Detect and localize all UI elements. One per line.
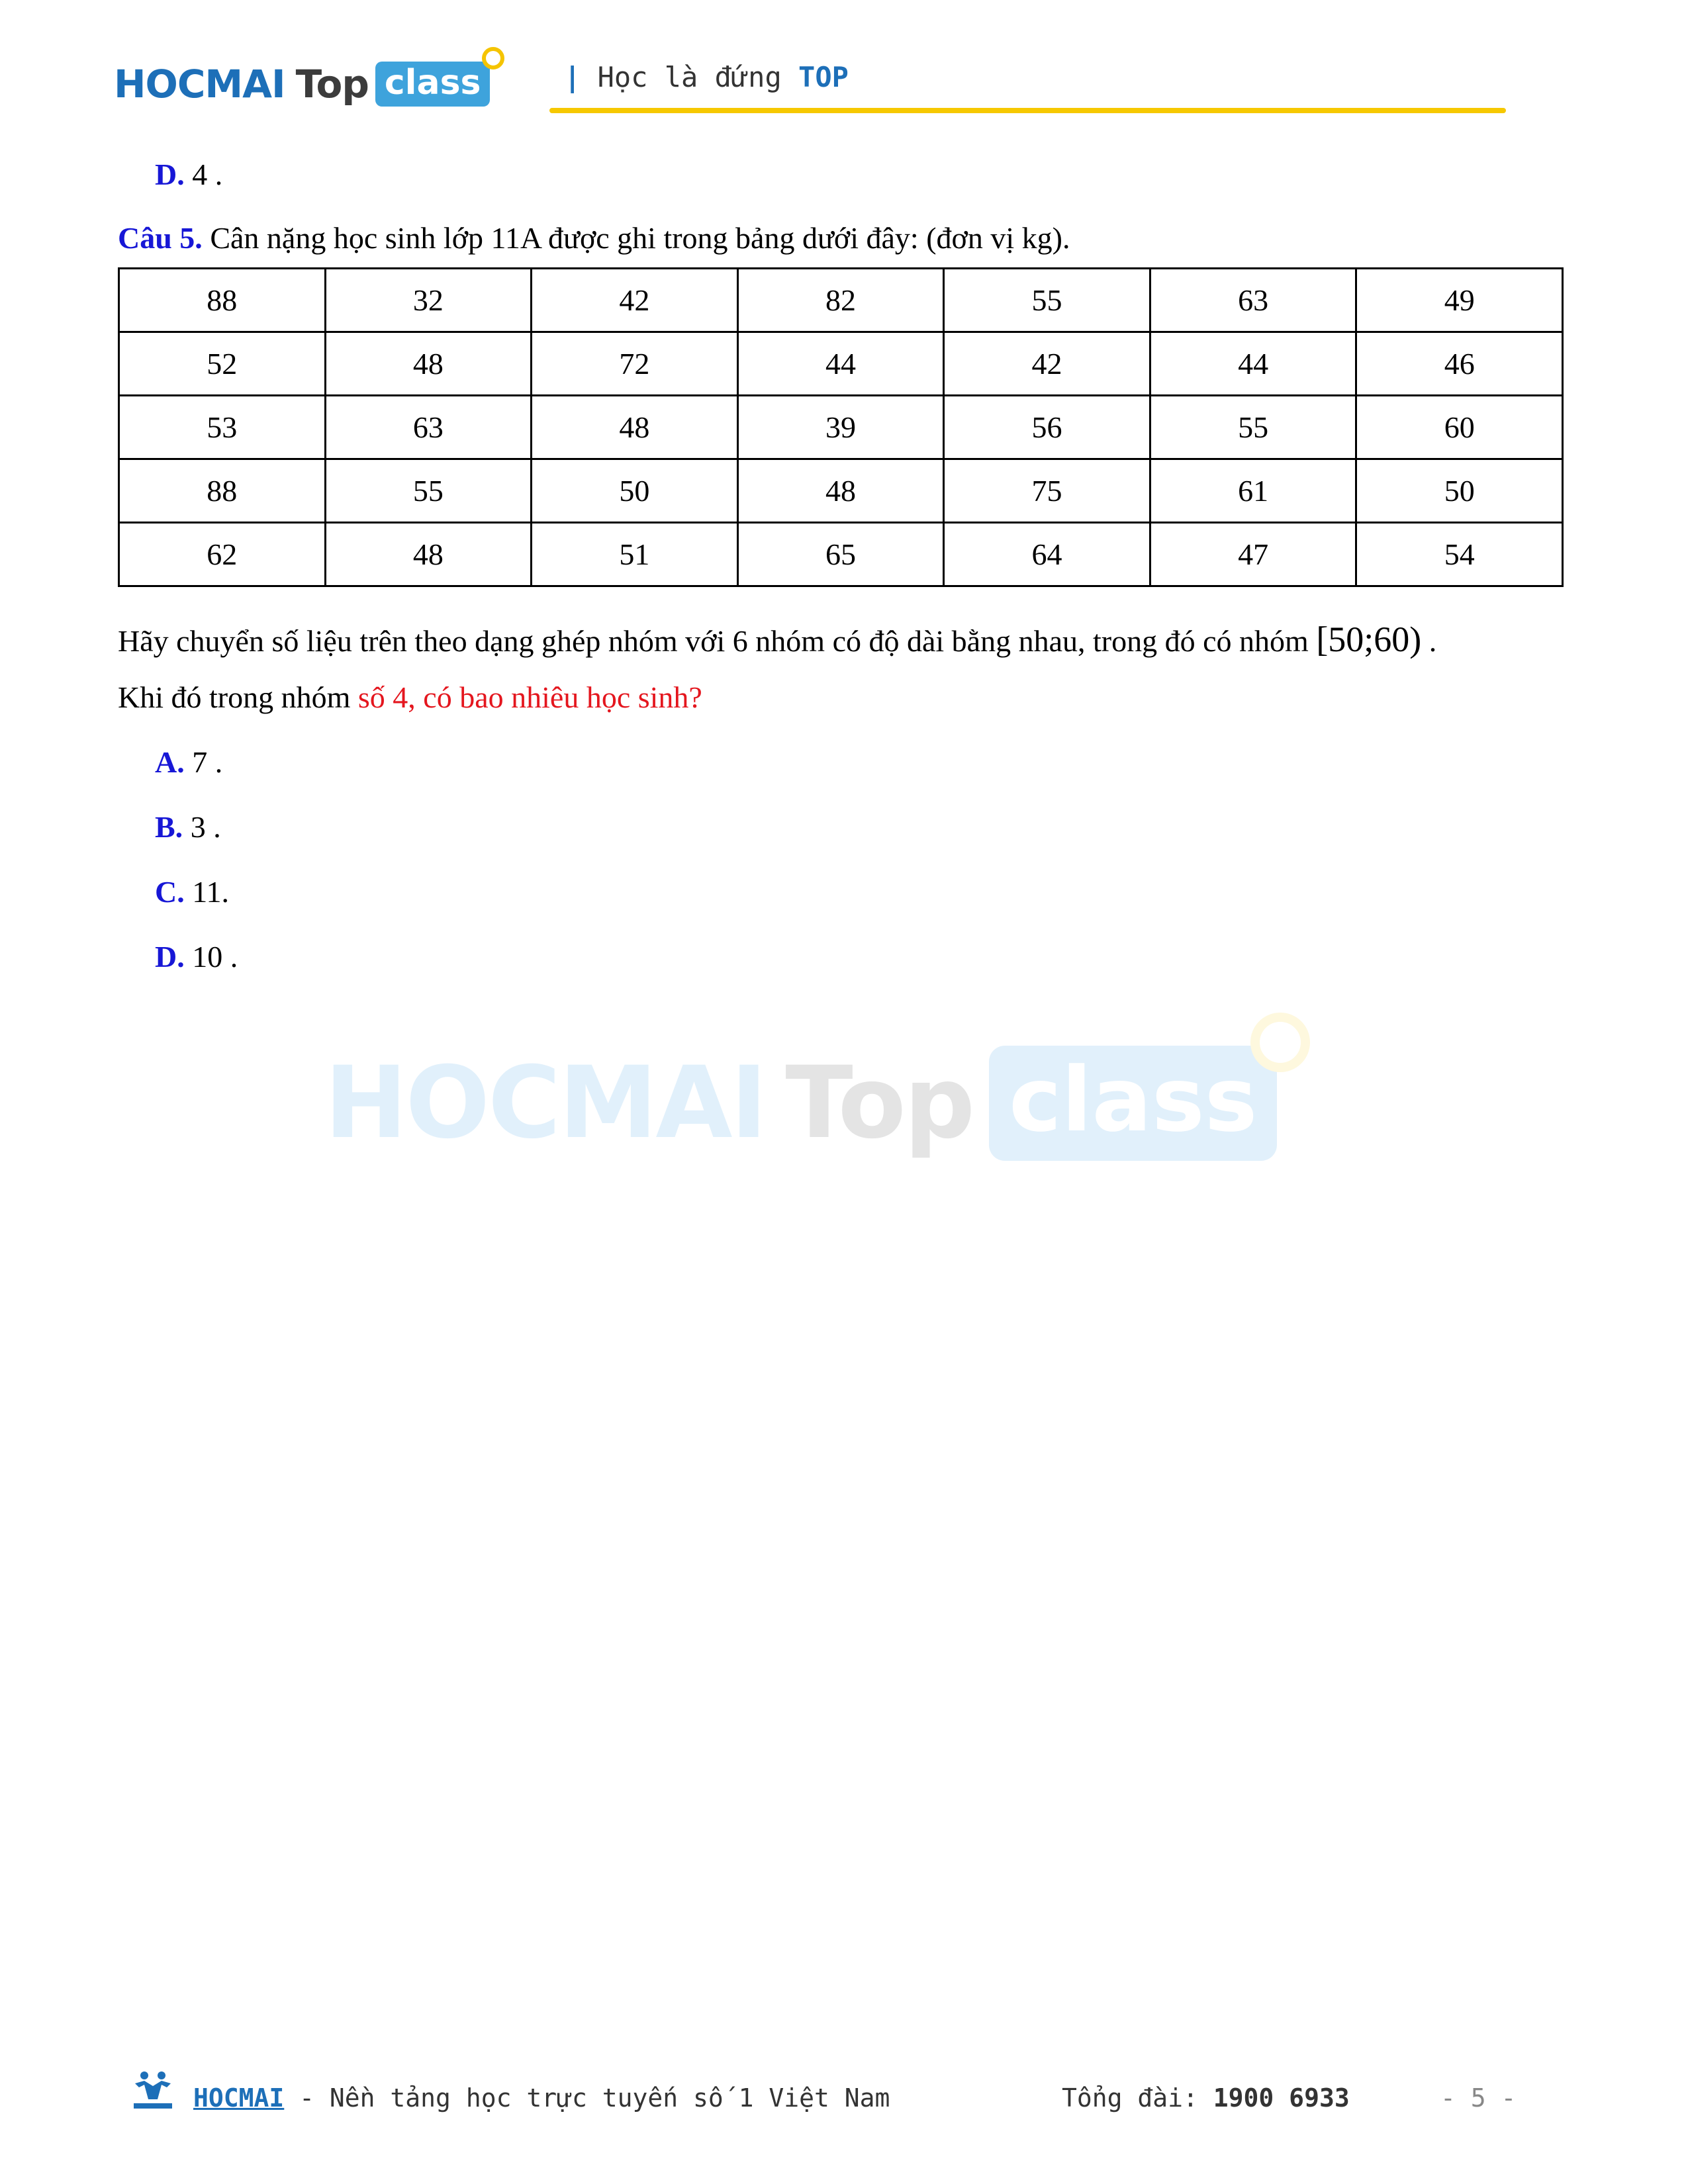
logo-hocmai-text: HOCMAI [114,62,285,107]
logo-top-text: Top [295,62,369,107]
prev-option-text: 4 . [192,158,223,191]
table-row [119,459,1563,523]
option-b [155,809,221,846]
footer-brand-link[interactable]: HOCMAI [193,2083,285,2113]
table-cell: 52 [119,332,326,396]
table-cell: 55 [944,269,1150,332]
instruction-end: . [1429,624,1437,658]
interval-notation: [50;60) [1316,619,1422,659]
instruction-text: Hãy chuyển số liệu trên theo dạng ghép nhóm với 6 nhóm có độ dài bằng nhau, trong đó có nhóm [118,624,1309,658]
page-number: - 5 - [1440,2083,1517,2113]
question-label: Câu 5. [118,221,203,255]
table-cell: 64 [944,523,1150,586]
table-cell: 88 [119,459,326,523]
table-cell: 65 [737,523,944,586]
table-cell: 48 [325,523,532,586]
weight-table [118,267,1564,587]
question-instruction [118,621,1436,660]
tagline-top: TOP [798,61,849,93]
option-text: 11. [192,875,230,909]
footer-slogan: - Nền tảng học trực tuyến số 1 Việt Nam [284,2083,890,2113]
table-cell: 56 [944,396,1150,459]
option-letter: A. [155,745,185,779]
table-cell: 54 [1356,523,1563,586]
table-cell: 72 [532,332,738,396]
question-followup [118,679,702,716]
hotline-number: 1900 6933 [1213,2083,1350,2113]
table-row [119,269,1563,332]
table-row [119,332,1563,396]
watermark-class: class [1009,1048,1258,1152]
watermark-top: Top [785,1046,974,1161]
hocmai-footer-icon [131,2070,175,2111]
logo-class-badge [375,62,491,107]
table-cell: 62 [119,523,326,586]
hotline-label: Tổng đài: [1062,2083,1198,2113]
table-row [119,523,1563,586]
table-cell: 75 [944,459,1150,523]
table-cell: 63 [1150,269,1356,332]
header-tagline [564,61,849,93]
table-cell: 32 [325,269,532,332]
table-cell: 49 [1356,269,1563,332]
watermark-logo [324,1046,1277,1161]
watermark-star-icon [1250,1013,1310,1072]
logo-class-text: class [384,63,481,103]
option-c [155,874,229,911]
prev-option-d [155,156,222,193]
table-row [119,396,1563,459]
table-cell: 42 [532,269,738,332]
table-cell: 55 [325,459,532,523]
option-text: 10 . [192,940,238,974]
table-cell: 61 [1150,459,1356,523]
table-cell: 50 [532,459,738,523]
option-letter: B. [155,810,183,844]
table-cell: 46 [1356,332,1563,396]
footer-hotline [1062,2083,1350,2113]
footer-left [193,2083,890,2113]
table-cell: 50 [1356,459,1563,523]
option-text: 3 . [190,810,221,844]
followup-prefix: Khi đó trong nhóm [118,680,351,714]
question-statement [118,220,1070,257]
tagline-separator: | [564,61,581,93]
option-text: 7 . [192,745,223,779]
followup-highlight: số 4, có bao nhiêu học sinh? [357,680,702,714]
table-cell: 48 [737,459,944,523]
table-cell: 42 [944,332,1150,396]
prev-option-letter: D. [155,158,185,191]
header-divider [549,108,1506,113]
table-cell: 53 [119,396,326,459]
table-cell: 55 [1150,396,1356,459]
table-cell: 82 [737,269,944,332]
logo-star-icon [482,47,504,69]
tagline-text: Học là đứng [597,61,782,93]
table-cell: 48 [325,332,532,396]
table-cell: 44 [1150,332,1356,396]
table-cell: 88 [119,269,326,332]
table-cell: 44 [737,332,944,396]
hocmai-topclass-logo [114,54,490,114]
watermark-class-badge [989,1046,1277,1161]
option-d [155,938,238,976]
footer-page-number [1440,2083,1516,2113]
question-text: Cân nặng học sinh lớp 11A được ghi trong bảng dưới đây: (đơn vị kg). [210,221,1070,255]
watermark-hocmai: HOCMAI [324,1046,766,1161]
table-cell: 51 [532,523,738,586]
table-cell: 60 [1356,396,1563,459]
table-cell: 48 [532,396,738,459]
table-cell: 47 [1150,523,1356,586]
table-cell: 39 [737,396,944,459]
option-letter: C. [155,875,185,909]
option-a [155,744,222,781]
option-letter: D. [155,940,185,974]
table-cell: 63 [325,396,532,459]
